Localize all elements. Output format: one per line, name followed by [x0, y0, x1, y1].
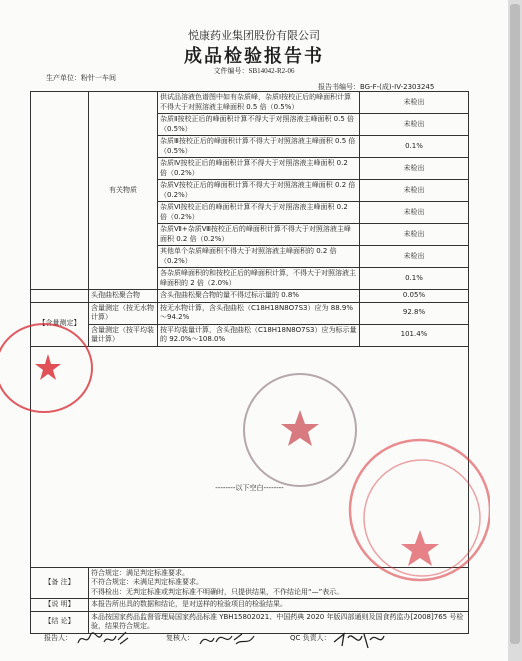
- remark-line: 不符合规定：未满足判定标准要求。: [91, 578, 203, 586]
- result-cell: 92.8%: [360, 302, 469, 324]
- assay-label: 含量测定（按无水物计算）: [89, 302, 158, 324]
- inspection-table: [30, 91, 469, 634]
- table-row: [31, 599, 469, 612]
- remarks-text: [89, 567, 469, 599]
- result-cell: 未检出: [360, 158, 469, 180]
- result-cell: 未检出: [360, 92, 469, 114]
- reporter-signature: [74, 628, 130, 650]
- table-row: [31, 290, 469, 303]
- scrollbar-thumb[interactable]: [510, 4, 520, 644]
- table-row: [31, 346, 469, 567]
- table-row: [31, 302, 469, 324]
- assay-label: 含量测定（按平均装量计算）: [89, 324, 158, 346]
- requirement-cell: 杂质Ⅵ按校正后的峰面积计算不得大于对照溶液主峰面积 0.2 倍（0.2%）: [158, 202, 360, 224]
- result-cell: 0.1%: [360, 268, 469, 290]
- requirement-cell: 杂质Ⅶ+杂质Ⅷ按校正后的峰面积计算不得大于对照溶液主峰面积 0.2 倍（0.2%）: [158, 224, 360, 246]
- signature-row: [0, 628, 508, 650]
- requirement-cell: 杂质Ⅴ按校正后的峰面积计算不得大于对照溶液主峰面积 0.2 倍（0.2%）: [158, 180, 360, 202]
- category-related-substances: 有关物质: [89, 92, 158, 290]
- result-cell: 未检出: [360, 114, 469, 136]
- table-row: [31, 92, 469, 114]
- assay-group-label: 【含量测定】: [31, 302, 89, 346]
- requirement-cell: 按平均装量计算，含头孢曲松（C18H18N8O7S3）应为标示量的 92.0%～108.0%: [158, 324, 360, 346]
- remark-line: 不得检出：无判定标准或判定标准不明确时，只提供结果，不作结论用“—”表示。: [91, 587, 344, 596]
- blank-cell: [31, 92, 89, 290]
- result-cell: 未检出: [360, 202, 469, 224]
- conclusion-text: 本品按国家药品监督管理局国家药品标准 YBH15802021、中国药典 2020 年版四部通则及国食药监办[2008]765 号检验，结果符合规定。: [89, 611, 469, 633]
- unit-label: 生产单位：: [46, 74, 81, 82]
- requirement-cell: 杂质Ⅳ按校正后的峰面积计算不得大于对照溶液主峰面积 0.2 倍（0.2%）: [158, 158, 360, 180]
- blank-cell: [31, 290, 89, 303]
- remarks-label: 【备 注】: [31, 567, 89, 599]
- note-text: 本报告所出具的数据和结论，是对送样的检验项目的检验结果。: [89, 599, 469, 612]
- production-unit: [46, 73, 116, 83]
- scrollbar[interactable]: [508, 0, 522, 661]
- table-row: [31, 567, 469, 599]
- report-title: 成品检验报告书: [184, 46, 324, 67]
- report-no-value: BG-F-(成)-IV-2303245: [360, 83, 435, 91]
- unit-value: 粉针一车间: [81, 74, 116, 82]
- requirement-cell: 杂质Ⅱ按校正后的峰面积计算不得大于对照溶液主峰面积 0.5 倍（0.5%）: [158, 114, 360, 136]
- requirement-cell: 各杂质峰面积的和按校正后的峰面积计算，不得大于对照溶液主峰面积的 2 倍（2.0%）: [158, 268, 360, 290]
- requirement-cell: 其他单个杂质峰面积不得大于对照溶液主峰面积的 0.2 倍（0.2%）: [158, 246, 360, 268]
- qc-label: QC 负责人：: [290, 634, 331, 642]
- reporter-label: 报告人：: [44, 634, 72, 642]
- report-no-label: 报告书编号：: [318, 83, 360, 91]
- blank-area: [31, 346, 469, 567]
- remark-line: 符合规定：满足判定标准要求。: [91, 568, 189, 577]
- requirement-cell: 含头孢曲松聚合物的量不得过标示量的 0.8%: [158, 290, 360, 303]
- result-cell: 未检出: [360, 246, 469, 268]
- conclusion-label: 【结 论】: [31, 611, 89, 633]
- requirement-cell: 供试品溶液色谱图中如有杂质峰，杂质Ⅰ按校正后的峰面积计算不得大于对照溶液主峰面积 0.5 倍（0.5%）: [158, 92, 360, 114]
- polymer-label: 头孢曲松聚合物: [89, 290, 158, 303]
- doc-no-value: SB14042-R2-06: [248, 67, 295, 75]
- result-cell: 0.1%: [360, 136, 469, 158]
- table-row: [31, 324, 469, 346]
- requirement-cell: 按无水物计算，含头孢曲松（C18H18N8O7S3）应为 88.9%～94.2%: [158, 302, 360, 324]
- result-cell: 0.05%: [360, 290, 469, 303]
- result-cell: 未检出: [360, 224, 469, 246]
- result-cell: 未检出: [360, 180, 469, 202]
- blank-marker: --------以下空白--------: [215, 484, 284, 492]
- note-label: 【说 明】: [31, 599, 89, 612]
- result-cell: 101.4%: [360, 324, 469, 346]
- reviewer-signature: [196, 628, 256, 650]
- company-name: 悦康药业集团股份有限公司: [188, 29, 320, 42]
- qc-signature: [330, 628, 386, 650]
- doc-no-label: 文件编号：: [213, 67, 249, 75]
- reviewer-label: 复核人：: [166, 634, 194, 642]
- requirement-cell: 杂质Ⅲ按校正后的峰面积计算不得大于对照溶液主峰面积 0.5 倍（0.5%）: [158, 136, 360, 158]
